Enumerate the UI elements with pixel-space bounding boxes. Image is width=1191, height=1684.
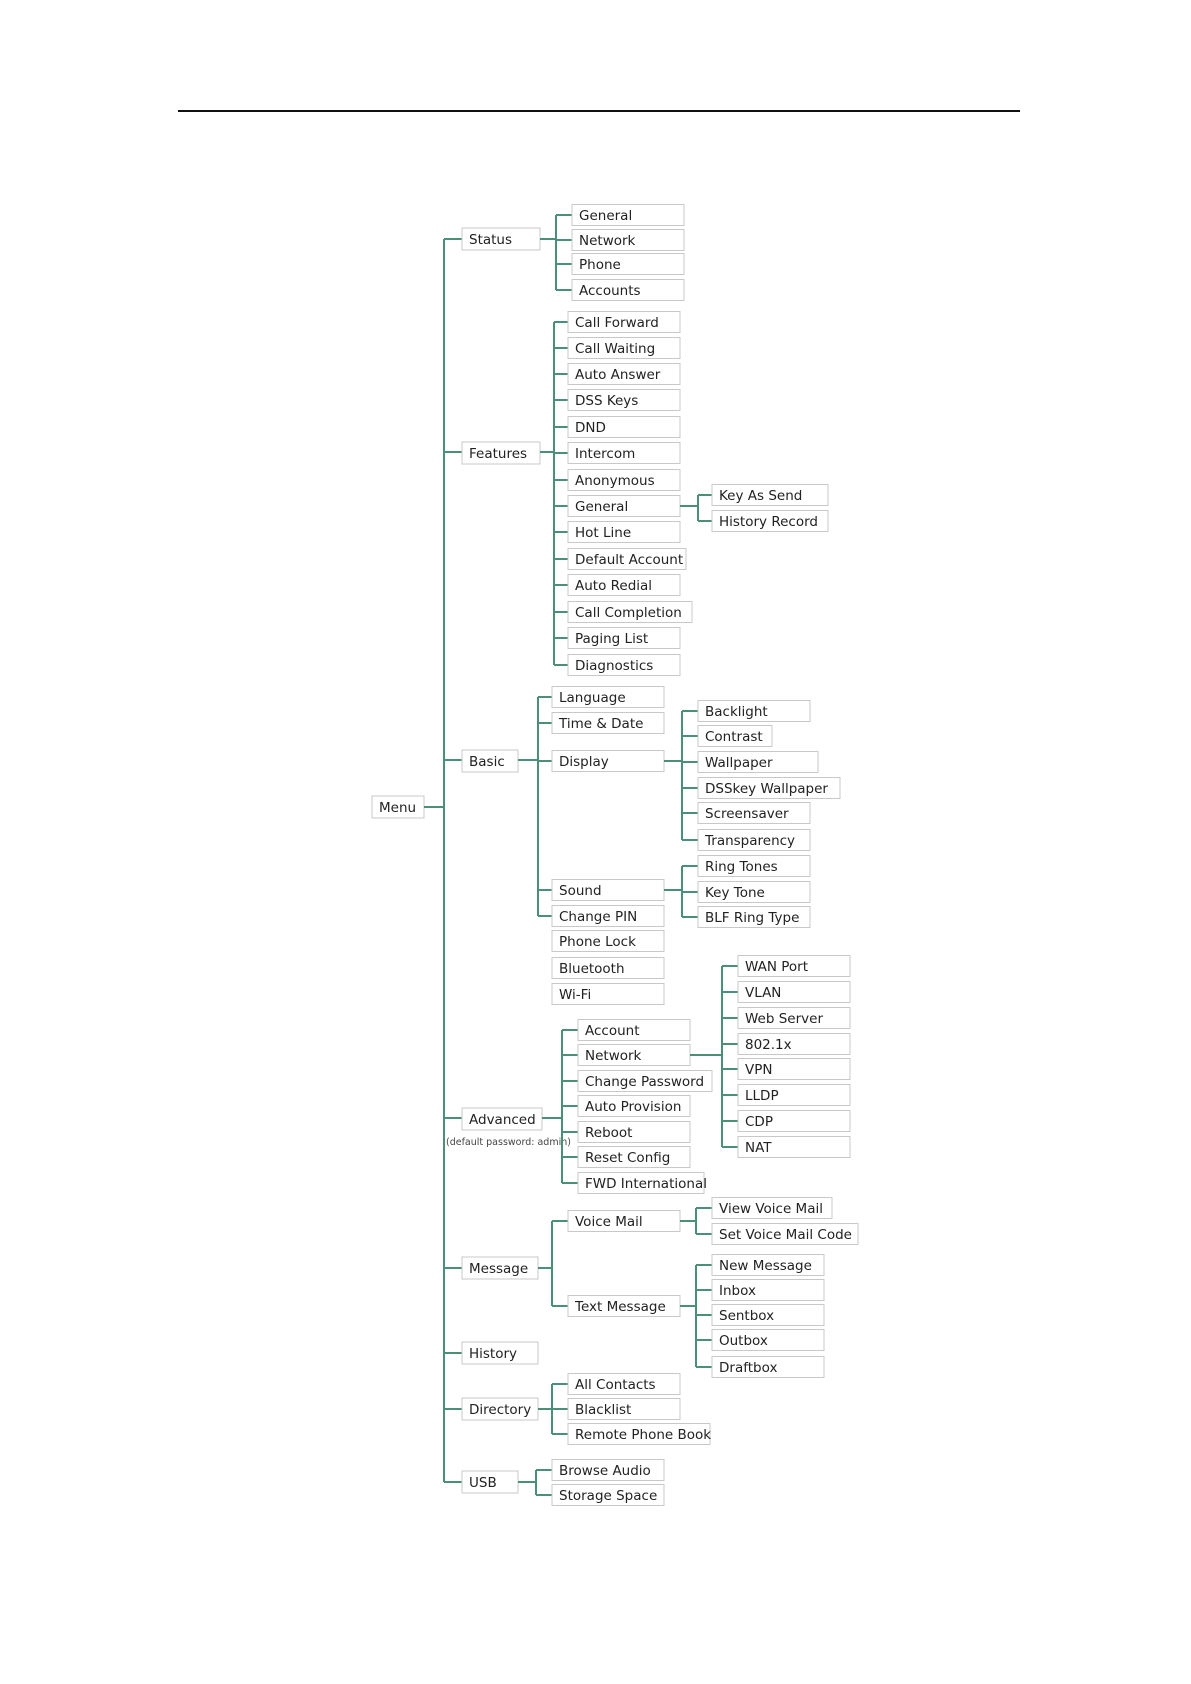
menu-node-directory-remote-phone-book — [568, 1424, 711, 1445]
menu-node-label: Backlight — [705, 704, 768, 720]
menu-node-label: Paging List — [575, 631, 649, 647]
menu-node-label: Key As Send — [719, 488, 803, 504]
menu-node-features-auto-answer — [568, 364, 680, 385]
menu-node-basic-display-dsskey-wallpaper — [698, 778, 840, 799]
menu-node-label: General — [575, 499, 629, 515]
menu-node-features-intercom — [568, 443, 680, 464]
menu-node-features-general — [568, 496, 680, 517]
menu-node-label: Bluetooth — [559, 961, 625, 977]
menu-node-status-accounts — [572, 280, 684, 301]
menu-node-label: Menu — [379, 800, 417, 816]
menu-node-basic-display-screensaver — [698, 803, 810, 824]
menu-node-features-dnd — [568, 417, 680, 438]
menu-node-basic-change-pin — [552, 906, 664, 927]
menu-node-label: General — [579, 208, 633, 224]
menu-node-status-general — [572, 205, 684, 226]
menu-node-usb-storage-space — [552, 1485, 664, 1506]
menu-node-features-hot-line — [568, 522, 680, 543]
menu-node-features-features — [462, 442, 540, 464]
menu-node-label: Phone Lock — [559, 934, 636, 950]
menu-node-label: Voice Mail — [575, 1214, 643, 1230]
menu-node-message-text-message-sentbox — [712, 1305, 824, 1326]
menu-node-label: Reboot — [585, 1125, 633, 1141]
menu-node-label: Basic — [469, 754, 505, 770]
menu-node-basic-bluetooth — [552, 958, 664, 979]
menu-node-label: Sound — [559, 883, 602, 899]
menu-node-label: Sentbox — [719, 1308, 775, 1324]
menu-node-label: Default Account — [575, 552, 684, 568]
menu-node-features-default-account — [568, 549, 686, 570]
menu-node-label: Language — [559, 690, 626, 706]
menu-node-label: Change Password — [585, 1074, 705, 1090]
menu-node-basic-language — [552, 687, 664, 708]
menu-node-advanced-reboot — [578, 1122, 690, 1143]
menu-node-features-call-completion — [568, 602, 692, 623]
menu-node-label: Intercom — [575, 446, 636, 462]
menu-node-label: Text Message — [575, 1299, 666, 1315]
menu-node-basic-display-wallpaper — [698, 752, 818, 773]
menu-node-message-text-message — [568, 1296, 680, 1317]
menu-node-label: Draftbox — [719, 1360, 778, 1376]
menu-node-label: Ring Tones — [705, 859, 778, 875]
menu-node-advanced-network-802-1x — [738, 1034, 850, 1055]
menu-node-label: CDP — [745, 1114, 773, 1130]
menu-node-label: Phone — [579, 257, 621, 273]
menu-node-advanced-change-password — [578, 1071, 712, 1092]
menu-node-basic-sound — [552, 880, 664, 901]
menu-node-advanced-network-vlan — [738, 982, 850, 1003]
menu-node-label: Diagnostics — [575, 658, 654, 674]
menu-node-label: Key Tone — [705, 885, 765, 901]
menu-node-directory-all-contacts — [568, 1374, 680, 1395]
menu-node-label: Transparency — [705, 833, 796, 849]
menu-node-status-phone — [572, 254, 684, 275]
menu-node-advanced-advanced — [462, 1108, 542, 1130]
menu-node-features-anonymous — [568, 470, 680, 491]
menu-node-label: Hot Line — [575, 525, 632, 541]
menu-node-features-general-key-as-send — [712, 485, 828, 506]
menu-node-label: Anonymous — [575, 473, 655, 489]
menu-node-basic-wi-fi — [552, 984, 664, 1005]
menu-node-label: VLAN — [745, 985, 782, 1001]
menu-node-label: Call Waiting — [575, 341, 656, 357]
menu-node-message-voice-mail-set-voice-mail-code — [712, 1224, 858, 1245]
advanced-password-note: (default password: admin) — [446, 1137, 571, 1148]
menu-node-advanced-network — [578, 1045, 690, 1066]
menu-node-label: NAT — [745, 1140, 772, 1156]
menu-node-history-history — [462, 1342, 538, 1364]
menu-node-features-auto-redial — [568, 575, 680, 596]
menu-node-directory-blacklist — [568, 1399, 680, 1420]
menu-node-label: All Contacts — [575, 1377, 656, 1393]
menu-node-advanced-fwd-international — [578, 1173, 707, 1194]
menu-node-label: Call Forward — [575, 315, 659, 331]
menu-node-basic-sound-key-tone — [698, 882, 810, 903]
menu-node-advanced-network-cdp — [738, 1111, 850, 1132]
menu-node-usb-usb — [462, 1471, 518, 1493]
menu-node-directory-directory — [462, 1398, 538, 1420]
menu-node-message-text-message-inbox — [712, 1280, 824, 1301]
menu-node-label: Wi-Fi — [559, 987, 592, 1003]
menu-node-advanced-network-nat — [738, 1137, 850, 1158]
menu-node-basic-time-date — [552, 713, 664, 734]
menu-node-basic-sound-blf-ring-type — [698, 907, 810, 928]
menu-node-advanced-network-wan-port — [738, 956, 850, 977]
menu-node-label: Accounts — [579, 283, 641, 299]
menu-node-label: Advanced — [469, 1112, 536, 1128]
menu-node-label: Status — [469, 232, 513, 248]
menu-node-label: DND — [575, 420, 606, 436]
menu-node-label: Display — [559, 754, 609, 770]
menu-node-label: Account — [585, 1023, 640, 1039]
menu-node-label: View Voice Mail — [719, 1201, 823, 1217]
menu-node-message-text-message-new-message — [712, 1255, 824, 1276]
menu-node-label: Wallpaper — [705, 755, 773, 771]
menu-node-label: Set Voice Mail Code — [719, 1227, 852, 1243]
menu-node-label: History Record — [719, 514, 818, 530]
menu-node-label: History — [469, 1346, 518, 1362]
menu-node-basic-phone-lock — [552, 931, 664, 952]
menu-node-label: Auto Answer — [575, 367, 661, 383]
menu-node-status-status — [462, 228, 540, 250]
menu-node-usb-browse-audio — [552, 1460, 664, 1481]
menu-node-advanced-network-lldp — [738, 1085, 850, 1106]
menu-node-label: Blacklist — [575, 1402, 632, 1418]
menu-node-features-general-history-record — [712, 511, 828, 532]
menu-node-message-voice-mail — [568, 1211, 680, 1232]
menu-node-features-dss-keys — [568, 390, 680, 411]
menu-node-advanced-reset-config — [578, 1147, 690, 1168]
menu-node-basic-basic — [462, 750, 518, 772]
menu-node-label: DSSkey Wallpaper — [705, 781, 828, 797]
menu-node-features-paging-list — [568, 628, 680, 649]
menu-node-features-call-waiting — [568, 338, 680, 359]
menu-node-label: Browse Audio — [559, 1463, 651, 1479]
menu-node-label: Inbox — [719, 1283, 756, 1299]
menu-node-label: Screensaver — [705, 806, 789, 822]
menu-node-label: Contrast — [705, 729, 763, 745]
menu-node-label: DSS Keys — [575, 393, 639, 409]
menu-node-label: Features — [469, 446, 528, 462]
menu-node-basic-display-contrast — [698, 726, 772, 747]
menu-node-message-voice-mail-view-voice-mail — [712, 1198, 832, 1219]
menu-node-label: Time & Date — [559, 716, 644, 732]
menu-node-features-diagnostics — [568, 655, 680, 676]
menu-node-basic-display — [552, 751, 664, 772]
menu-node-label: Remote Phone Book — [575, 1427, 712, 1443]
menu-node-features-call-forward — [568, 312, 680, 333]
menu-node-message-text-message-outbox — [712, 1330, 824, 1351]
menu-node-basic-sound-ring-tones — [698, 856, 810, 877]
menu-node-label: VPN — [745, 1062, 773, 1078]
menu-node-basic-display-transparency — [698, 830, 810, 851]
menu-node-label: USB — [469, 1475, 497, 1491]
menu-node-label: BLF Ring Type — [705, 910, 800, 926]
menu-node-advanced-auto-provision — [578, 1096, 690, 1117]
menu-node-label: Call Completion — [575, 605, 682, 621]
menu-node-label: Reset Config — [585, 1150, 671, 1166]
menu-node-advanced-network-vpn — [738, 1059, 850, 1080]
menu-node-label: Auto Redial — [575, 578, 653, 594]
menu-node-root-menu — [372, 796, 424, 818]
menu-node-label: Directory — [469, 1402, 532, 1418]
menu-node-label: FWD International — [585, 1176, 707, 1192]
menu-node-label: LLDP — [745, 1088, 779, 1104]
menu-node-label: Change PIN — [559, 909, 638, 925]
menu-node-status-network — [572, 230, 684, 251]
menu-node-label: New Message — [719, 1258, 812, 1274]
menu-node-label: Outbox — [719, 1333, 768, 1349]
menu-node-message-text-message-draftbox — [712, 1357, 824, 1378]
menu-node-advanced-account — [578, 1020, 690, 1041]
menu-node-advanced-network-web-server — [738, 1008, 850, 1029]
menu-node-message-message — [462, 1257, 538, 1279]
menu-node-label: WAN Port — [745, 959, 808, 975]
menu-node-label: Storage Space — [559, 1488, 658, 1504]
menu-node-label: 802.1x — [745, 1037, 792, 1053]
menu-node-label: Network — [585, 1048, 642, 1064]
menu-node-label: Message — [469, 1261, 529, 1277]
menu-node-label: Network — [579, 233, 636, 249]
menu-node-basic-display-backlight — [698, 701, 810, 722]
menu-node-label: Web Server — [745, 1011, 823, 1027]
menu-node-label: Auto Provision — [585, 1099, 682, 1115]
